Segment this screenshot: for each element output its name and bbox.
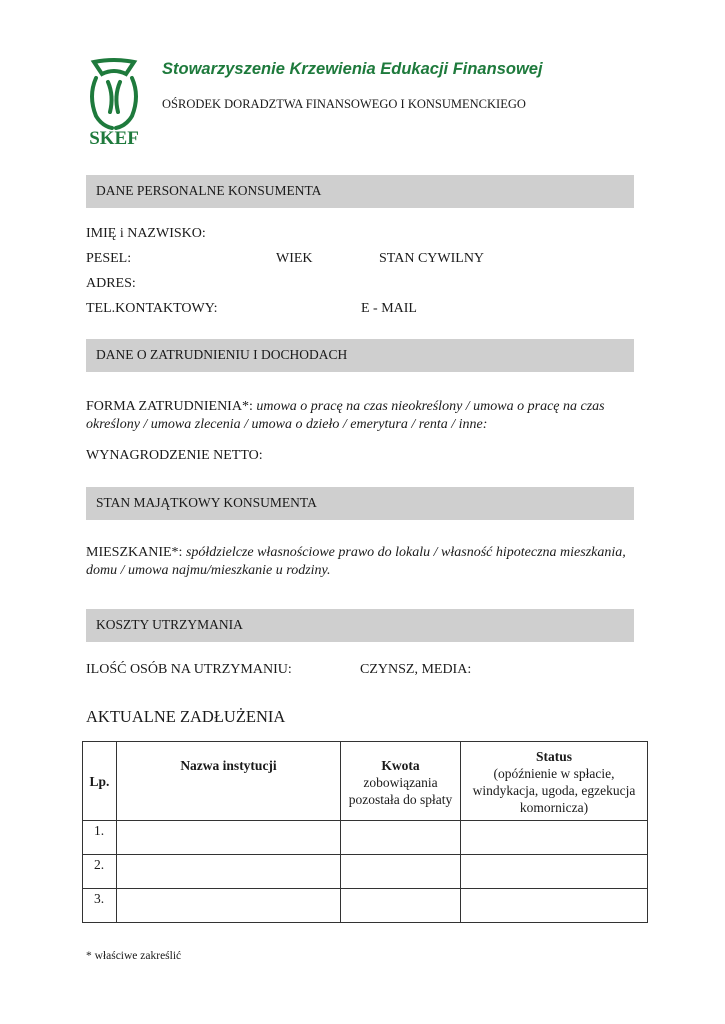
amount-cell[interactable]	[341, 889, 461, 923]
col-amount	[341, 742, 461, 821]
debts-title: AKTUALNE ZADŁUŻENIA	[86, 707, 286, 726]
email-label: E - MAIL	[361, 301, 417, 316]
employment-form	[86, 398, 646, 434]
logo-text: SKEF	[89, 128, 139, 148]
salary-label: WYNAGRODZENIE NETTO:	[86, 448, 263, 463]
col-amount-title: Kwota	[381, 758, 420, 773]
housing	[86, 544, 646, 580]
section-bar-assets	[86, 487, 634, 520]
table-row	[83, 821, 648, 855]
status-cell[interactable]	[461, 855, 648, 889]
section-bar-employment	[86, 339, 634, 372]
col-lp: Lp.	[83, 742, 117, 821]
col-status-title: Status	[535, 749, 572, 764]
section-title-costs: KOSZTY UTRZYMANIA	[96, 617, 243, 632]
row-number: 1.	[83, 821, 117, 855]
institution-cell[interactable]	[117, 855, 341, 889]
housing-options: spółdzielcze własnościowe prawo do lokalu / własność hipoteczna mieszkania, domu / umowa najmu/mieszkanie u rodziny.	[86, 545, 626, 578]
institution-cell[interactable]	[117, 889, 341, 923]
col-status-sub: (opóźnienie w spłacie, windykacja, ugoda, egzekucja komornicza)	[472, 766, 636, 815]
table-header-row	[83, 742, 648, 821]
table-row	[83, 855, 648, 889]
section-bar-costs	[86, 609, 634, 642]
status-cell[interactable]	[461, 821, 648, 855]
debts-table	[82, 741, 648, 923]
address-label: ADRES:	[86, 276, 136, 291]
amount-cell[interactable]	[341, 821, 461, 855]
col-status	[461, 742, 648, 821]
section-title-employment: DANE O ZATRUDNIENIU I DOCHODACH	[96, 347, 348, 362]
org-name: Stowarzyszenie Krzewienia Edukacji Finansowej	[162, 60, 543, 78]
status-cell[interactable]	[461, 889, 648, 923]
rent-label: CZYNSZ, MEDIA:	[360, 662, 472, 677]
housing-label: MIESZKANIE*:	[86, 545, 183, 560]
section-bar-personal	[86, 175, 634, 208]
name-label: IMIĘ i NAZWISKO:	[86, 226, 206, 241]
col-amount-sub: zobowiązania pozostała do spłaty	[348, 775, 453, 807]
skef-logo	[84, 56, 144, 148]
dependents-label: ILOŚĆ OSÓB NA UTRZYMANIU:	[86, 662, 292, 677]
phone-label: TEL.KONTAKTOWY:	[86, 301, 218, 316]
row-number: 2.	[83, 855, 117, 889]
footnote: * właściwe zakreślić	[86, 950, 182, 962]
employment-form-label: FORMA ZATRUDNIENIA*:	[86, 399, 253, 414]
employment-form-options: umowa o pracę na czas nieokreślony / umowa o pracę na czas określony / umowa zlecenia / umowa o dzieło / emerytura / renta / inne:	[86, 399, 605, 432]
row-number: 3.	[83, 889, 117, 923]
marital-status-label: STAN CYWILNY	[379, 251, 485, 266]
logo-top-arc	[94, 60, 134, 74]
table-row	[83, 889, 648, 923]
institution-cell[interactable]	[117, 821, 341, 855]
logo-inner-leaf	[108, 82, 120, 112]
pesel-label: PESEL:	[86, 251, 132, 266]
section-title-personal: DANE PERSONALNE KONSUMENTA	[96, 183, 322, 198]
age-label: WIEK	[276, 251, 313, 266]
col-institution: Nazwa instytucji	[117, 742, 341, 821]
org-subtitle: OŚRODEK DORADZTWA FINANSOWEGO I KONSUMENCKIEGO	[162, 97, 526, 111]
section-title-assets: STAN MAJĄTKOWY KONSUMENTA	[96, 495, 317, 510]
amount-cell[interactable]	[341, 855, 461, 889]
